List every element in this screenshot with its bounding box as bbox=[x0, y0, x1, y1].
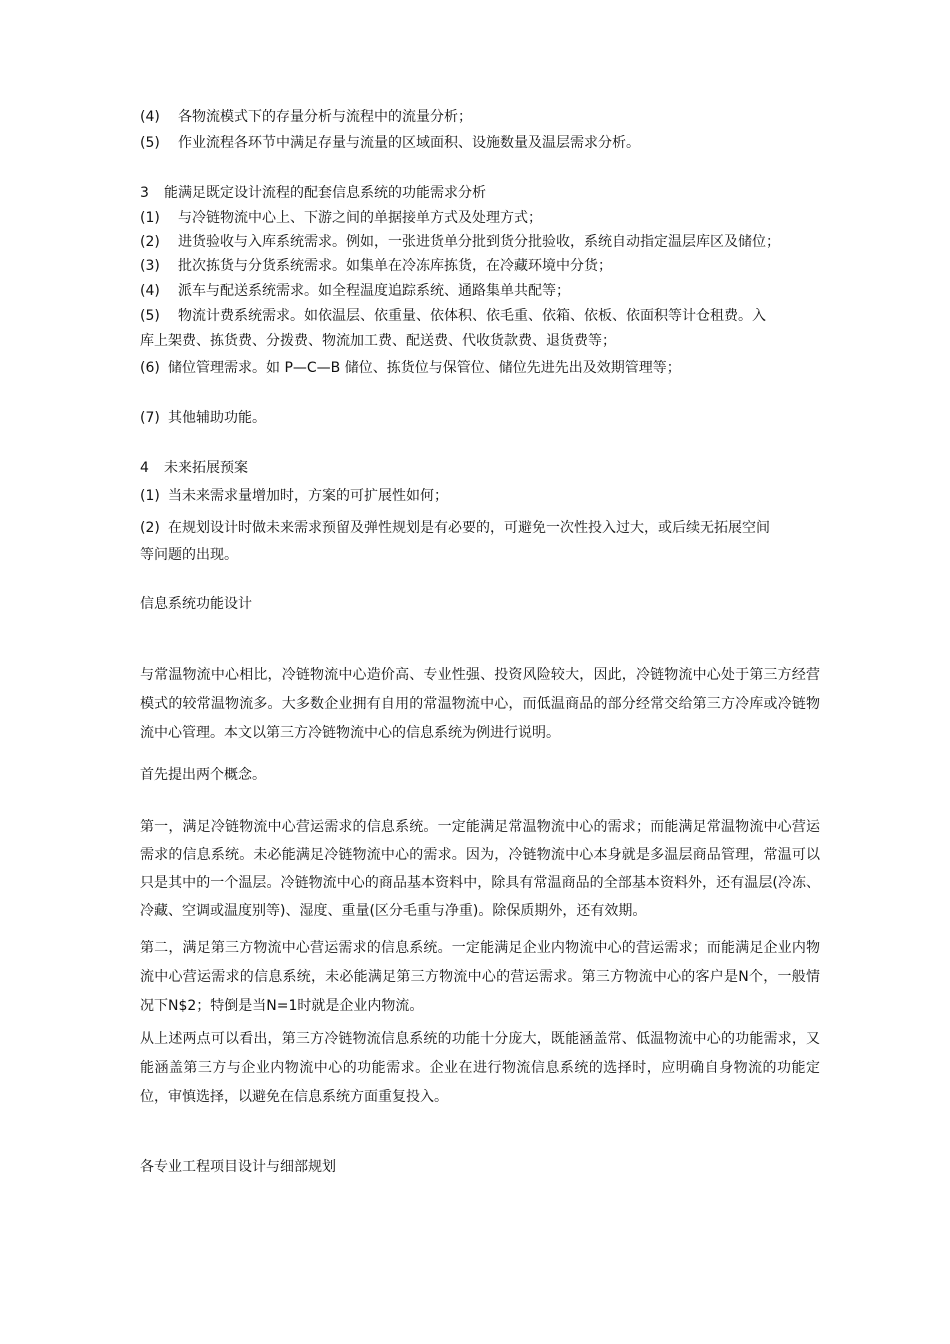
list-item bbox=[140, 208, 542, 228]
paragraph: 第一，满足冷链物流中心营运需求的信息系统。一定能满足常温物流中心的需求；而能满足常温物流中心营运需求的信息系统。未必能满足冷链物流中心的需求。因为，冷链物流中心本身就是多温层商品管理，常温可以只是其中的一个温层。冷链物流中心的商品基本资料中，除具有常温商品的全部基本资料外，还有温层(冷冻、冷藏、空调或温度别等)、湿度、重量(区分毛重与净重)。除保质期外，还有效期。 bbox=[140, 819, 820, 919]
list-item bbox=[140, 358, 681, 378]
list-item-number: (1) bbox=[140, 210, 160, 226]
list-item-number: (5) bbox=[140, 135, 160, 151]
list-item-number: (4) bbox=[140, 109, 160, 125]
list-item bbox=[140, 232, 780, 252]
list-item-number: (2) bbox=[140, 520, 160, 536]
list-item-number: (5) bbox=[140, 308, 160, 324]
paragraph: 首先提出两个概念。 bbox=[140, 767, 266, 783]
list-item-text: 批次拣货与分货系统需求。如集单在冷冻库拣货，在冷藏环境中分货； bbox=[178, 258, 612, 274]
section-heading bbox=[140, 458, 248, 478]
list-item-number: (7) bbox=[140, 410, 160, 426]
list-item bbox=[140, 306, 766, 326]
list-item-number: (1) bbox=[140, 488, 160, 504]
list-item-text: 进货验收与入库系统需求。例如，一张进货单分批到货分批验收，系统自动指定温层库区及储位； bbox=[178, 234, 780, 250]
section-title: 能满足既定设计流程的配套信息系统的功能需求分析 bbox=[164, 185, 486, 201]
list-item bbox=[140, 408, 266, 428]
list-item-text: 当未来需求量增加时，方案的可扩展性如何； bbox=[168, 488, 448, 504]
list-item-text: 与冷链物流中心上、下游之间的单据接单方式及处理方式； bbox=[178, 210, 542, 226]
list-item bbox=[140, 107, 472, 127]
list-item-number: (2) bbox=[140, 234, 160, 250]
list-item-text: 派车与配送系统需求。如全程温度追踪系统、通路集单共配等； bbox=[178, 283, 570, 299]
list-item-text: 其他辅助功能。 bbox=[168, 410, 266, 426]
list-item-text: 作业流程各环节中满足存量与流量的区域面积、设施数量及温层需求分析。 bbox=[178, 135, 640, 151]
list-item-number: (6) bbox=[140, 360, 160, 376]
list-item-number: (4) bbox=[140, 283, 160, 299]
paragraph: 与常温物流中心相比，冷链物流中心造价高、专业性强、投资风险较大，因此，冷链物流中心处于第三方经营模式的较常温物流多。大多数企业拥有自用的常温物流中心，而低温商品的部分经常交给第三方冷库或冷链物流中心管理。本文以第三方冷链物流中心的信息系统为例进行说明。 bbox=[140, 667, 820, 741]
list-item-number: (3) bbox=[140, 258, 160, 274]
section-number: 4 bbox=[140, 460, 149, 476]
list-item-text: 物流计费系统需求。如依温层、依重量、依体积、依毛重、依箱、依板、依面积等计仓租费。入 bbox=[178, 308, 766, 324]
list-item bbox=[140, 486, 448, 506]
list-item bbox=[140, 256, 612, 276]
section-title: 各专业工程项目设计与细部规划 bbox=[140, 1159, 336, 1175]
paragraph: 第二，满足第三方物流中心营运需求的信息系统。一定能满足企业内物流中心的营运需求；而能满足企业内物流中心营运需求的信息系统，未必能满足第三方物流中心的营运需求。第三方物流中心的客户是N个，一般情况下N$2；特倒是当N=1时就是企业内物流。 bbox=[140, 940, 820, 1014]
paragraph: 从上述两点可以看出，第三方冷链物流信息系统的功能十分庞大，既能涵盖常、低温物流中心的功能需求，又能涵盖第三方与企业内物流中心的功能需求。企业在进行物流信息系统的选择时，应明确自身物流的功能定位，审慎选择，以避免在信息系统方面重复投入。 bbox=[140, 1031, 820, 1105]
section-title: 未来拓展预案 bbox=[164, 460, 248, 476]
list-item bbox=[140, 518, 770, 538]
list-item-text: 各物流模式下的存量分析与流程中的流量分析； bbox=[178, 109, 472, 125]
list-item-text: 储位管理需求。如 P—C—B 储位、拣货位与保管位、储位先进先出及效期管理等； bbox=[168, 360, 681, 376]
list-item bbox=[140, 281, 570, 301]
section-title: 信息系统功能设计 bbox=[140, 596, 252, 612]
list-item-continuation: 等问题的出现。 bbox=[140, 547, 238, 563]
list-item-text: 在规划设计时做未来需求预留及弹性规划是有必要的，可避免一次性投入过大，或后续无拓展空间 bbox=[168, 520, 770, 536]
section-number: 3 bbox=[140, 185, 149, 201]
section-heading bbox=[140, 183, 486, 203]
list-item-continuation: 库上架费、拣货费、分拨费、物流加工费、配送费、代收货款费、退货费等； bbox=[140, 333, 616, 349]
list-item bbox=[140, 133, 640, 153]
